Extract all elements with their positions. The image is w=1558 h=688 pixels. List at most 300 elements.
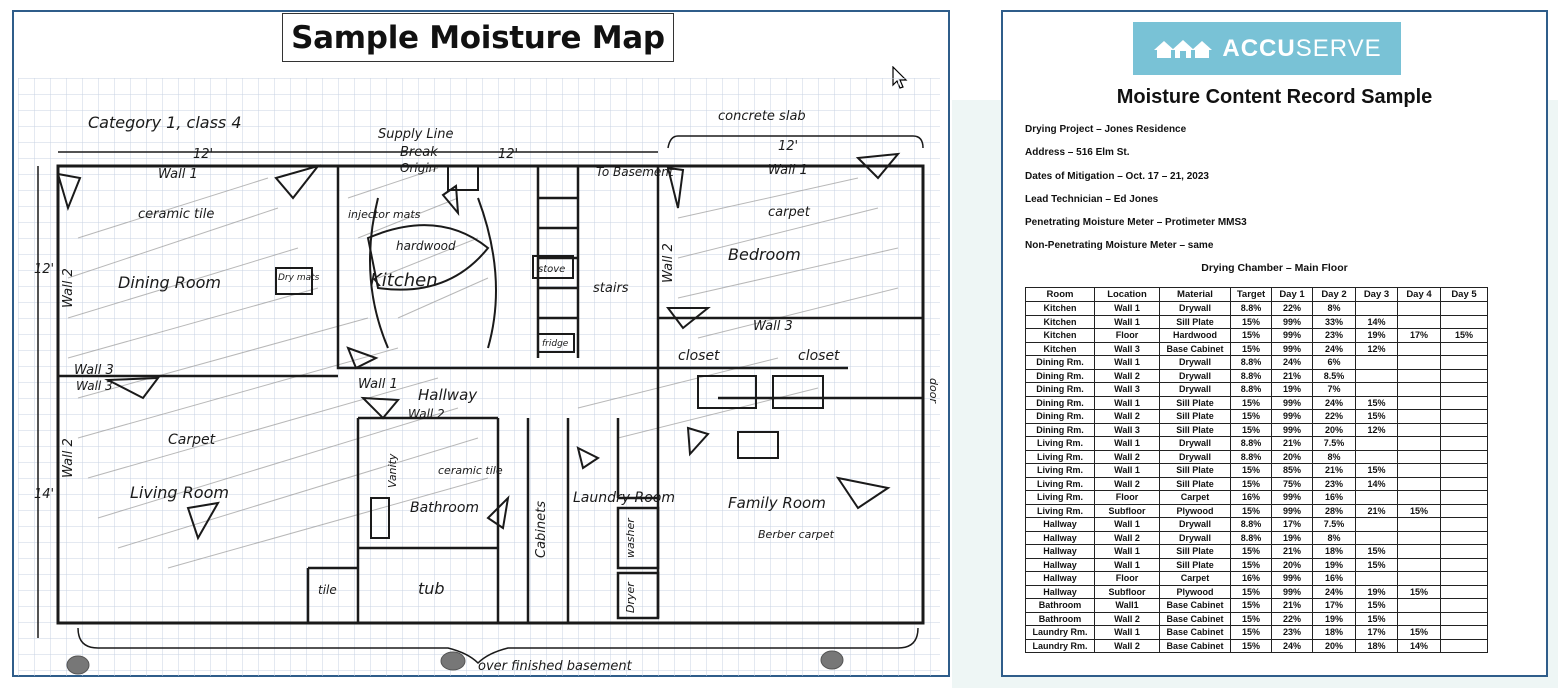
table-cell <box>1398 383 1441 397</box>
table-cell: Wall1 <box>1095 599 1160 613</box>
table-cell <box>1441 599 1488 613</box>
label-ceramic: ceramic tile <box>138 207 215 222</box>
table-cell: 23% <box>1313 329 1356 343</box>
label-hallway: Hallway <box>418 386 478 404</box>
table-cell <box>1356 302 1398 316</box>
label-dry-mats: Dry mats <box>278 273 320 283</box>
table-cell: 99% <box>1272 423 1313 437</box>
table-cell <box>1398 558 1441 572</box>
table-cell: 19% <box>1272 383 1313 397</box>
table-cell: Wall 2 <box>1095 531 1160 545</box>
table-cell <box>1441 302 1488 316</box>
table-cell: 21% <box>1356 504 1398 518</box>
label-break: Break <box>400 145 438 160</box>
table-cell: Kitchen <box>1026 302 1095 316</box>
table-cell: Kitchen <box>1026 315 1095 329</box>
table-cell: Hallway <box>1026 531 1095 545</box>
table-cell <box>1398 477 1441 491</box>
table-cell: 20% <box>1272 558 1313 572</box>
label-over-basement: over finished basement <box>478 659 632 674</box>
table-cell: Laundry Rm. <box>1026 626 1095 640</box>
table-cell: Wall 1 <box>1095 396 1160 410</box>
table-cell: Dining Rm. <box>1026 383 1095 397</box>
table-cell: 20% <box>1313 639 1356 653</box>
table-cell <box>1441 518 1488 532</box>
table-cell: 15% <box>1356 396 1398 410</box>
table-cell: 8.8% <box>1231 518 1272 532</box>
table-cell: Wall 2 <box>1095 639 1160 653</box>
table-cell: Living Rm. <box>1026 464 1095 478</box>
table-cell: Dining Rm. <box>1026 410 1095 424</box>
table-cell: Wall 1 <box>1095 302 1160 316</box>
table-cell <box>1441 477 1488 491</box>
table-cell: 15% <box>1441 329 1488 343</box>
table-cell <box>1441 369 1488 383</box>
table-cell: 14% <box>1356 315 1398 329</box>
table-cell <box>1356 450 1398 464</box>
label-bedroom: Bedroom <box>728 245 801 264</box>
table-cell: Wall 3 <box>1095 342 1160 356</box>
table-cell: Wall 2 <box>1095 450 1160 464</box>
table-cell: Living Rm. <box>1026 450 1095 464</box>
table-cell <box>1441 545 1488 559</box>
table-row <box>1026 437 1488 451</box>
label-dim-top-mid: 12' <box>498 147 519 162</box>
label-stove: stove <box>538 264 566 275</box>
label-fridge: fridge <box>542 339 569 349</box>
label-stairs: stairs <box>593 281 629 296</box>
table-cell: Drywall <box>1160 369 1231 383</box>
table-cell <box>1441 437 1488 451</box>
table-cell: 15% <box>1231 612 1272 626</box>
table-cell <box>1398 437 1441 451</box>
table-cell: Drywall <box>1160 437 1231 451</box>
table-cell <box>1441 639 1488 653</box>
col-day3: Day 3 <box>1356 288 1398 302</box>
table-cell: Wall 2 <box>1095 612 1160 626</box>
table-cell <box>1398 450 1441 464</box>
table-cell: 15% <box>1231 315 1272 329</box>
table-cell: 99% <box>1272 410 1313 424</box>
table-cell: 15% <box>1231 599 1272 613</box>
moisture-record-panel <box>1001 10 1548 677</box>
table-cell <box>1398 612 1441 626</box>
table-cell: Living Rm. <box>1026 437 1095 451</box>
table-cell: Dining Rm. <box>1026 396 1095 410</box>
table-cell <box>1441 491 1488 505</box>
table-cell <box>1356 369 1398 383</box>
table-cell: 16% <box>1231 491 1272 505</box>
table-cell: 8.8% <box>1231 450 1272 464</box>
table-cell: 18% <box>1356 639 1398 653</box>
label-wall2-bath: Wall 2 <box>408 407 445 421</box>
table-cell: 17% <box>1398 329 1441 343</box>
table-cell <box>1441 396 1488 410</box>
table-cell: Wall 3 <box>1095 383 1160 397</box>
label-washer: washer <box>624 518 637 558</box>
drying-chamber-label: Drying Chamber – Main Floor <box>1201 262 1348 274</box>
table-cell: Wall 2 <box>1095 410 1160 424</box>
meta-nonpen-meter: Non-Penetrating Moisture Meter – same <box>1025 240 1214 252</box>
table-cell: Living Rm. <box>1026 491 1095 505</box>
table-cell: 21% <box>1313 464 1356 478</box>
table-cell <box>1441 626 1488 640</box>
label-to-basement: To Basement <box>596 165 674 179</box>
label-hardwood: hardwood <box>396 239 456 253</box>
table-cell: Floor <box>1095 572 1160 586</box>
table-cell: 15% <box>1356 464 1398 478</box>
table-cell: Sill Plate <box>1160 423 1231 437</box>
table-cell: 18% <box>1313 626 1356 640</box>
table-cell <box>1356 356 1398 370</box>
table-cell: 8.8% <box>1231 302 1272 316</box>
label-dim-left-bottom: 14' <box>34 487 55 502</box>
table-cell <box>1398 545 1441 559</box>
label-wall3-bed: Wall 3 <box>753 319 793 334</box>
table-cell: 6% <box>1313 356 1356 370</box>
table-cell: 8% <box>1313 531 1356 545</box>
table-cell <box>1398 315 1441 329</box>
label-carpet-bed: carpet <box>768 205 810 220</box>
table-cell <box>1356 518 1398 532</box>
label-vanity: Vanity <box>386 453 399 488</box>
col-location: Location <box>1095 288 1160 302</box>
label-living: Living Room <box>130 483 229 502</box>
table-row <box>1026 531 1488 545</box>
label-tub: tub <box>418 579 445 598</box>
table-cell <box>1398 518 1441 532</box>
table-cell: 22% <box>1313 410 1356 424</box>
table-cell: Drywall <box>1160 356 1231 370</box>
table-cell: 22% <box>1272 302 1313 316</box>
table-cell: 7.5% <box>1313 437 1356 451</box>
table-cell: 14% <box>1398 639 1441 653</box>
table-cell: 18% <box>1313 545 1356 559</box>
table-cell: Wall 1 <box>1095 356 1160 370</box>
label-wall3-living: Wall 3 <box>76 379 113 393</box>
table-cell: Base Cabinet <box>1160 342 1231 356</box>
table-cell: 19% <box>1313 558 1356 572</box>
label-dim-left-top: 12' <box>34 262 55 277</box>
table-cell: 15% <box>1231 639 1272 653</box>
table-cell: 99% <box>1272 315 1313 329</box>
table-cell: Wall 1 <box>1095 545 1160 559</box>
label-berber: Berber carpet <box>758 528 834 541</box>
table-cell: 99% <box>1272 491 1313 505</box>
meta-dates: Dates of Mitigation – Oct. 17 – 21, 2023 <box>1025 170 1209 182</box>
label-wall1-bed: Wall 1 <box>768 163 808 178</box>
table-cell <box>1398 356 1441 370</box>
table-cell <box>1398 531 1441 545</box>
table-row <box>1026 450 1488 464</box>
table-cell: Sill Plate <box>1160 410 1231 424</box>
table-cell: 8% <box>1313 450 1356 464</box>
table-cell: Carpet <box>1160 491 1231 505</box>
table-cell <box>1441 450 1488 464</box>
table-cell: 7.5% <box>1313 518 1356 532</box>
table-row <box>1026 599 1488 613</box>
table-cell <box>1398 423 1441 437</box>
table-cell: Sill Plate <box>1160 477 1231 491</box>
table-cell: Subfloor <box>1095 504 1160 518</box>
table-cell: 19% <box>1313 612 1356 626</box>
label-family: Family Room <box>728 494 826 512</box>
label-wall3-dining: Wall 3 <box>74 363 114 378</box>
label-dim-top-right: 12' <box>778 139 799 154</box>
table-cell <box>1356 491 1398 505</box>
table-cell: 15% <box>1231 423 1272 437</box>
label-wall1-kitchen: Wall 1 <box>158 167 198 182</box>
table-cell: Floor <box>1095 329 1160 343</box>
meta-pen-meter: Penetrating Moisture Meter – Protimeter MMS3 <box>1025 217 1247 229</box>
table-cell <box>1356 572 1398 586</box>
table-cell <box>1356 531 1398 545</box>
table-cell <box>1441 315 1488 329</box>
table-cell: 15% <box>1231 504 1272 518</box>
table-cell: Dining Rm. <box>1026 423 1095 437</box>
table-cell <box>1441 504 1488 518</box>
label-kitchen: Kitchen <box>370 270 438 291</box>
label-cabinets: Cabinets <box>534 500 549 558</box>
table-cell: 15% <box>1356 410 1398 424</box>
table-cell: 15% <box>1356 599 1398 613</box>
table-cell <box>1441 410 1488 424</box>
logo-text-accu: ACCU <box>1222 34 1296 62</box>
table-row <box>1026 491 1488 505</box>
table-cell: Drywall <box>1160 450 1231 464</box>
table-cell: 23% <box>1313 477 1356 491</box>
table-cell <box>1398 464 1441 478</box>
table-cell: Hallway <box>1026 585 1095 599</box>
label-supply: Supply Line <box>378 127 454 142</box>
accuserve-logo <box>1133 22 1401 75</box>
table-cell: 33% <box>1313 315 1356 329</box>
table-row <box>1026 315 1488 329</box>
table-cell: 28% <box>1313 504 1356 518</box>
project-meta <box>1025 124 1247 264</box>
table-row <box>1026 545 1488 559</box>
label-closet1: closet <box>678 348 720 364</box>
table-cell: 12% <box>1356 423 1398 437</box>
table-row <box>1026 464 1488 478</box>
table-cell: 99% <box>1272 585 1313 599</box>
table-cell: 99% <box>1272 329 1313 343</box>
label-wall2-bed: Wall 2 <box>661 243 676 283</box>
meta-technician: Lead Technician – Ed Jones <box>1025 193 1159 205</box>
table-cell: 8.8% <box>1231 437 1272 451</box>
label-wall2-living: Wall 2 <box>61 438 76 478</box>
label-bathroom: Bathroom <box>410 500 480 516</box>
table-cell: 15% <box>1398 626 1441 640</box>
table-cell: 17% <box>1356 626 1398 640</box>
table-cell: 15% <box>1356 545 1398 559</box>
table-cell: 21% <box>1272 545 1313 559</box>
floor-plan-sketch <box>18 78 940 676</box>
table-cell: Wall 1 <box>1095 558 1160 572</box>
table-cell: 15% <box>1231 585 1272 599</box>
label-wall1-hall: Wall 1 <box>358 377 398 392</box>
table-cell: 85% <box>1272 464 1313 478</box>
col-room: Room <box>1026 288 1095 302</box>
table-cell: Bathroom <box>1026 599 1095 613</box>
table-cell: 19% <box>1356 585 1398 599</box>
table-cell: Kitchen <box>1026 329 1095 343</box>
table-row <box>1026 585 1488 599</box>
table-row <box>1026 342 1488 356</box>
label-dryer: Dryer <box>624 582 637 613</box>
table-cell: 23% <box>1272 626 1313 640</box>
table-cell <box>1441 585 1488 599</box>
table-cell <box>1356 437 1398 451</box>
table-cell: 14% <box>1356 477 1398 491</box>
moisture-table <box>1025 287 1488 653</box>
table-cell: Carpet <box>1160 572 1231 586</box>
table-cell: Subfloor <box>1095 585 1160 599</box>
label-slab: concrete slab <box>718 109 806 124</box>
table-cell: 8.8% <box>1231 531 1272 545</box>
table-cell <box>1398 572 1441 586</box>
table-cell: 15% <box>1398 504 1441 518</box>
table-cell <box>1398 410 1441 424</box>
meta-address: Address – 516 Elm St. <box>1025 147 1130 159</box>
table-row <box>1026 383 1488 397</box>
table-cell: 8.8% <box>1231 369 1272 383</box>
table-cell: Hallway <box>1026 518 1095 532</box>
table-cell: Wall 1 <box>1095 315 1160 329</box>
table-cell: Sill Plate <box>1160 545 1231 559</box>
table-cell: 19% <box>1272 531 1313 545</box>
record-title: Moisture Content Record Sample <box>1116 86 1433 108</box>
table-row <box>1026 639 1488 653</box>
table-cell <box>1441 558 1488 572</box>
col-day4: Day 4 <box>1398 288 1441 302</box>
table-cell: Wall 1 <box>1095 437 1160 451</box>
table-cell: 15% <box>1231 545 1272 559</box>
table-cell: 7% <box>1313 383 1356 397</box>
table-cell: 24% <box>1313 585 1356 599</box>
table-cell: 21% <box>1272 599 1313 613</box>
label-category: Category 1, class 4 <box>88 113 242 132</box>
col-target: Target <box>1231 288 1272 302</box>
table-cell <box>1441 383 1488 397</box>
table-cell: 24% <box>1272 639 1313 653</box>
table-cell: Sill Plate <box>1160 315 1231 329</box>
table-cell <box>1398 599 1441 613</box>
label-ceramic-bath: ceramic tile <box>438 464 503 477</box>
table-row <box>1026 369 1488 383</box>
table-cell <box>1441 423 1488 437</box>
table-cell: 8.8% <box>1231 383 1272 397</box>
table-cell: 99% <box>1272 396 1313 410</box>
table-cell: 15% <box>1356 558 1398 572</box>
table-cell: Wall 2 <box>1095 477 1160 491</box>
table-cell: 8% <box>1313 302 1356 316</box>
table-row <box>1026 518 1488 532</box>
table-cell: 15% <box>1231 558 1272 572</box>
table-cell: 99% <box>1272 342 1313 356</box>
table-cell: Plywood <box>1160 504 1231 518</box>
table-cell: Hallway <box>1026 545 1095 559</box>
table-cell: 15% <box>1231 342 1272 356</box>
table-cell: Bathroom <box>1026 612 1095 626</box>
table-cell: 75% <box>1272 477 1313 491</box>
table-cell: 15% <box>1231 464 1272 478</box>
table-row <box>1026 396 1488 410</box>
table-cell: Floor <box>1095 491 1160 505</box>
table-cell <box>1441 342 1488 356</box>
table-row <box>1026 504 1488 518</box>
table-cell: 24% <box>1313 342 1356 356</box>
table-cell: Drywall <box>1160 531 1231 545</box>
logo-text-serve: SERVE <box>1295 34 1382 62</box>
table-cell: Base Cabinet <box>1160 626 1231 640</box>
table-cell: Hardwood <box>1160 329 1231 343</box>
table-cell: 19% <box>1356 329 1398 343</box>
col-day1: Day 1 <box>1272 288 1313 302</box>
table-cell: 15% <box>1231 410 1272 424</box>
table-cell: Wall 2 <box>1095 369 1160 383</box>
table-cell: 20% <box>1272 450 1313 464</box>
table-row <box>1026 329 1488 343</box>
table-cell: Plywood <box>1160 585 1231 599</box>
table-cell: 8.8% <box>1231 356 1272 370</box>
label-laundry: Laundry Room <box>573 490 675 506</box>
table-cell <box>1398 369 1441 383</box>
table-cell: Wall 3 <box>1095 423 1160 437</box>
table-row <box>1026 612 1488 626</box>
table-cell: 16% <box>1313 491 1356 505</box>
table-cell: 15% <box>1231 329 1272 343</box>
col-day5: Day 5 <box>1441 288 1488 302</box>
table-header-row <box>1026 288 1488 302</box>
table-cell: Sill Plate <box>1160 558 1231 572</box>
table-cell: Wall 1 <box>1095 626 1160 640</box>
table-cell: 24% <box>1313 396 1356 410</box>
table-cell: 15% <box>1356 612 1398 626</box>
label-origin: Origin <box>400 161 437 175</box>
table-cell: Living Rm. <box>1026 504 1095 518</box>
table-cell: Wall 1 <box>1095 464 1160 478</box>
table-cell: Dining Rm. <box>1026 369 1095 383</box>
table-cell: Base Cabinet <box>1160 612 1231 626</box>
table-cell: 99% <box>1272 504 1313 518</box>
table-cell <box>1441 464 1488 478</box>
table-cell: 20% <box>1313 423 1356 437</box>
table-cell: 17% <box>1272 518 1313 532</box>
table-cell: Base Cabinet <box>1160 639 1231 653</box>
table-cell: 16% <box>1313 572 1356 586</box>
table-cell: Kitchen <box>1026 342 1095 356</box>
table-cell <box>1356 383 1398 397</box>
table-cell <box>1441 531 1488 545</box>
table-cell: Laundry Rm. <box>1026 639 1095 653</box>
label-door: door <box>927 378 940 403</box>
table-cell: 15% <box>1231 477 1272 491</box>
table-row <box>1026 626 1488 640</box>
table-cell: Sill Plate <box>1160 464 1231 478</box>
label-dining: Dining Room <box>118 273 222 292</box>
table-row <box>1026 410 1488 424</box>
table-cell: 8.5% <box>1313 369 1356 383</box>
house-logo-icon <box>1152 38 1214 60</box>
table-cell: Hallway <box>1026 558 1095 572</box>
table-cell: Drywall <box>1160 302 1231 316</box>
table-row <box>1026 477 1488 491</box>
table-cell: 21% <box>1272 369 1313 383</box>
table-cell: 24% <box>1272 356 1313 370</box>
table-cell: 21% <box>1272 437 1313 451</box>
table-cell: 99% <box>1272 572 1313 586</box>
